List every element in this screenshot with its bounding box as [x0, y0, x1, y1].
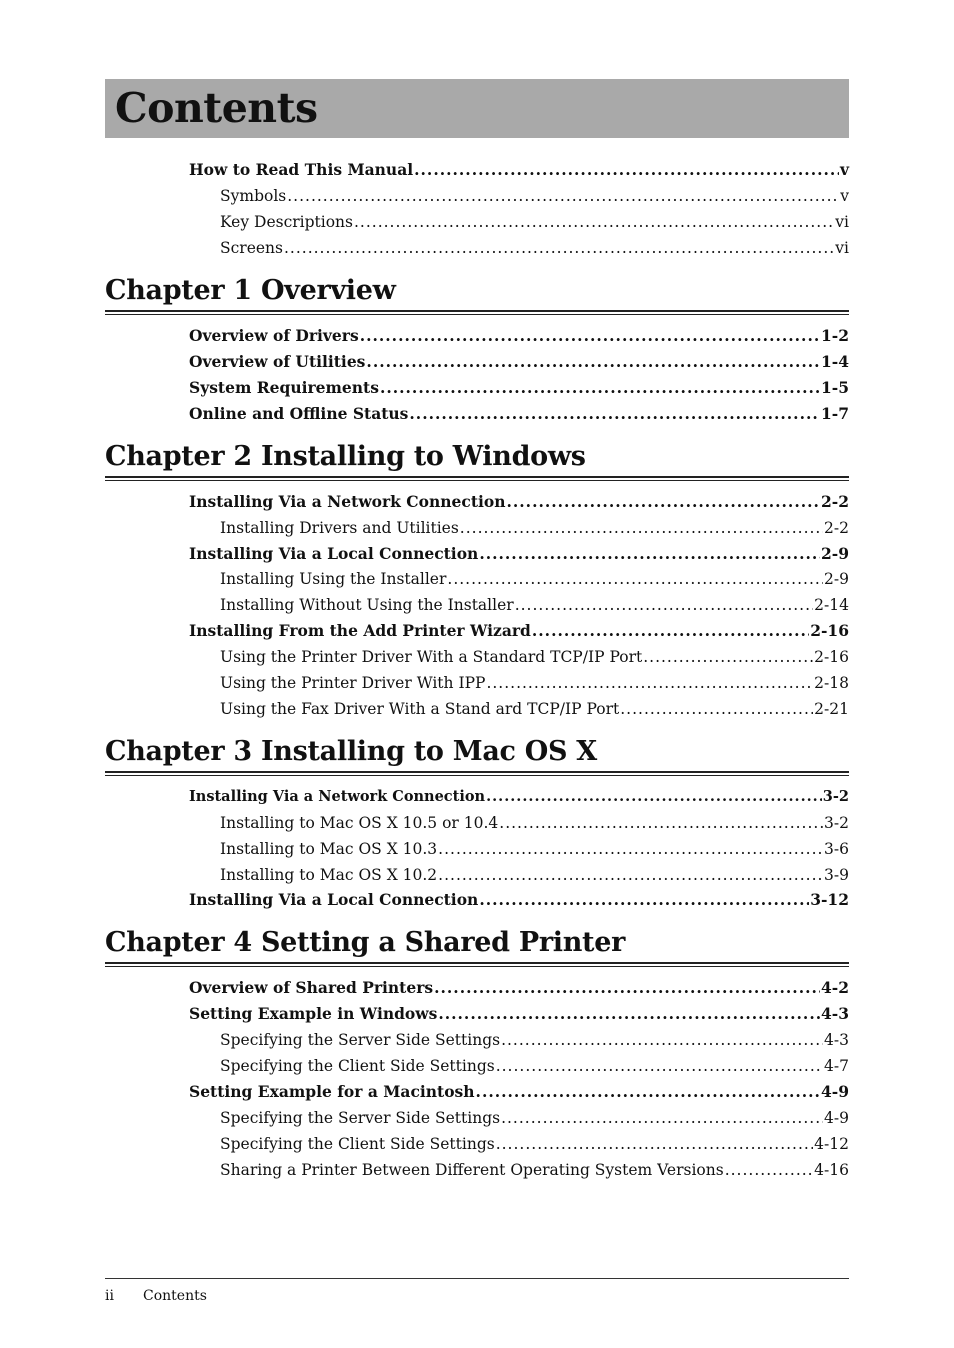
toc-dot-leader: [438, 864, 823, 886]
toc-entry-title: Using the Fax Driver With a Stand ard TCP/IP Port: [220, 700, 620, 718]
toc-entry-page: 3-9: [824, 866, 849, 884]
toc-entry-page: 4-3: [824, 1031, 849, 1049]
toc-entry-title: How to Read This Manual: [189, 160, 414, 179]
chapter-title: Chapter 1 Overview: [105, 275, 396, 306]
toc-dot-leader: [476, 1081, 820, 1103]
page-title: Contents: [115, 84, 318, 132]
toc-entry-title: Setting Example for a Macintosh: [189, 1082, 475, 1101]
toc-entry-title: Using the Printer Driver With a Standard TCP/IP Port: [220, 648, 643, 666]
chapter-heading: [105, 274, 849, 315]
chapter-rule: [105, 966, 849, 967]
toc-dot-leader: [643, 646, 813, 668]
toc-entry[interactable]: [189, 620, 849, 642]
toc-dot-leader: [496, 1055, 823, 1077]
toc-entry[interactable]: [220, 672, 849, 694]
toc-entry[interactable]: [220, 812, 849, 834]
toc-entry-page: 2-2: [824, 519, 849, 537]
toc-entry-page: 4-9: [820, 1082, 849, 1101]
toc-entry-title: Key Descriptions: [220, 213, 353, 231]
toc-entry[interactable]: [220, 1107, 849, 1129]
toc-entry-title: System Requirements: [189, 378, 379, 397]
chapter-rule: [105, 775, 849, 776]
toc-dot-leader: [499, 812, 823, 834]
toc-entry[interactable]: [189, 1003, 849, 1025]
toc-entry-title: Installing Drivers and Utilities: [220, 519, 459, 537]
toc-dot-leader: [414, 159, 839, 181]
toc-entry-title: Installing Via a Network Connection: [189, 492, 506, 511]
toc-entry-title: Overview of Utilities: [189, 352, 366, 371]
chapter-rule: [105, 962, 849, 964]
toc-dot-leader: [501, 1029, 823, 1051]
toc-entry-title: Sharing a Printer Between Different Operating System Versions: [220, 1161, 724, 1179]
toc-entry[interactable]: [220, 646, 849, 668]
toc-entry[interactable]: [189, 325, 849, 347]
toc-entry[interactable]: [220, 864, 849, 886]
toc-dot-leader: [501, 1107, 823, 1129]
toc-entry-title: Installing to Mac OS X 10.5 or 10.4: [220, 814, 499, 832]
toc-entry[interactable]: [220, 838, 849, 860]
toc-entry-page: 2-2: [820, 492, 849, 511]
toc-dot-leader: [354, 211, 834, 233]
toc-entry-page: v: [839, 160, 849, 179]
toc-entry-page: 4-7: [824, 1057, 849, 1075]
chapter-rule: [105, 476, 849, 478]
toc-dot-leader: [506, 491, 820, 513]
toc-entry-title: Installing to Mac OS X 10.3: [220, 840, 438, 858]
toc-entry-page: 2-16: [814, 648, 849, 666]
toc-entry[interactable]: [220, 185, 849, 207]
toc-dot-leader: [360, 325, 820, 347]
toc-dot-leader: [460, 517, 823, 539]
toc-entry[interactable]: [220, 568, 849, 590]
toc-entry-title: Specifying the Client Side Settings: [220, 1057, 495, 1075]
footer-label: Contents: [143, 1288, 207, 1304]
chapter-heading: [105, 926, 849, 967]
contents-banner: [105, 79, 849, 138]
toc-entry-page: 3-12: [810, 890, 849, 909]
toc-dot-leader: [486, 786, 822, 808]
toc-entry-page: 1-7: [820, 404, 849, 423]
toc-entry-page: v: [840, 187, 849, 205]
toc-entry-page: 1-4: [820, 352, 849, 371]
chapter-heading: [105, 735, 849, 776]
chapter-heading: [105, 440, 849, 481]
toc-entry-page: 2-18: [814, 674, 849, 692]
footer-rule: [105, 1278, 849, 1279]
toc-entry[interactable]: [189, 351, 849, 373]
toc-entry[interactable]: [220, 237, 849, 259]
toc-entry[interactable]: [220, 1133, 849, 1155]
toc-entry-page: 2-21: [814, 700, 849, 718]
chapter-rule: [105, 771, 849, 773]
toc-entry-title: Installing to Mac OS X 10.2: [220, 866, 438, 884]
toc-entry-page: 3-6: [824, 840, 849, 858]
toc-dot-leader: [438, 838, 823, 860]
toc-entry-title: Screens: [220, 239, 283, 257]
toc-dot-leader: [496, 1133, 813, 1155]
toc-dot-leader: [532, 620, 809, 642]
toc-dot-leader: [434, 977, 820, 999]
toc-entry-page: 2-16: [810, 621, 849, 640]
toc-entry-page: 3-2: [822, 788, 849, 805]
toc-dot-leader: [447, 568, 823, 590]
toc-entry[interactable]: [189, 889, 849, 911]
toc-entry-title: Specifying the Client Side Settings: [220, 1135, 495, 1153]
toc-dot-leader: [380, 377, 820, 399]
toc-entry[interactable]: [220, 211, 849, 233]
toc-entry-title: Using the Printer Driver With IPP: [220, 674, 486, 692]
toc-entry-page: 1-5: [820, 378, 849, 397]
toc-entry[interactable]: [189, 1081, 849, 1103]
toc-entry[interactable]: [189, 977, 849, 999]
toc-entry-title: Overview of Drivers: [189, 326, 359, 345]
toc-dot-leader: [479, 543, 820, 565]
chapter-rule: [105, 314, 849, 315]
toc-entry-title: Installing Via a Local Connection: [189, 544, 479, 563]
toc-entry[interactable]: [189, 543, 849, 565]
toc-dot-leader: [438, 1003, 820, 1025]
toc-entry-page: 4-16: [814, 1161, 849, 1179]
toc-entry-title: Specifying the Server Side Settings: [220, 1109, 501, 1127]
toc-dot-leader: [479, 889, 809, 911]
chapter-title: Chapter 3 Installing to Mac OS X: [105, 736, 597, 767]
toc-entry-title: Specifying the Server Side Settings: [220, 1031, 501, 1049]
page-footer: [105, 1287, 207, 1305]
toc-entry[interactable]: [189, 377, 849, 399]
toc-entry[interactable]: [220, 1159, 849, 1181]
toc-entry-title: Setting Example in Windows: [189, 1004, 438, 1023]
toc-entry-page: 4-3: [820, 1004, 849, 1023]
toc-entry[interactable]: [220, 1029, 849, 1051]
toc-dot-leader: [620, 698, 813, 720]
toc-entry-page: 4-2: [820, 978, 849, 997]
toc-dot-leader: [287, 185, 839, 207]
toc-dot-leader: [515, 594, 813, 616]
toc-dot-leader: [366, 351, 820, 373]
toc-entry-title: Symbols: [220, 187, 287, 205]
toc-entry-page: 1-2: [820, 326, 849, 345]
toc-entry[interactable]: [189, 403, 849, 425]
toc-dot-leader: [409, 403, 820, 425]
toc-entry[interactable]: [189, 491, 849, 513]
toc-entry-page: vi: [835, 213, 849, 231]
footer-page-number: ii: [105, 1288, 114, 1304]
toc-entry-title: Installing Using the Installer: [220, 570, 447, 588]
chapter-title: Chapter 4 Setting a Shared Printer: [105, 927, 626, 958]
toc-dot-leader: [284, 237, 834, 259]
toc-entry[interactable]: [220, 517, 849, 539]
toc-entry-page: 2-9: [824, 570, 849, 588]
toc-entry-page: 2-14: [814, 596, 849, 614]
toc-entry-page: vi: [835, 239, 849, 257]
toc-dot-leader: [725, 1159, 813, 1181]
toc-entry-title: Installing Via a Local Connection: [189, 890, 479, 909]
toc-dot-leader: [486, 672, 813, 694]
toc-entry-page: 4-9: [824, 1109, 849, 1127]
toc-entry-title: Installing Via a Network Connection: [189, 788, 486, 805]
toc-entry-title: Overview of Shared Printers: [189, 978, 434, 997]
chapter-rule: [105, 480, 849, 481]
toc-entry[interactable]: [189, 786, 849, 808]
toc-entry[interactable]: [220, 594, 849, 616]
toc-entry[interactable]: [220, 1055, 849, 1077]
toc-entry[interactable]: [220, 698, 849, 720]
chapter-rule: [105, 310, 849, 312]
toc-entry-page: 3-2: [824, 814, 849, 832]
toc-entry-page: 4-12: [814, 1135, 849, 1153]
toc-entry-title: Installing From the Add Printer Wizard: [189, 621, 531, 640]
chapter-title: Chapter 2 Installing to Windows: [105, 441, 586, 472]
toc-entry-title: Installing Without Using the Installer: [220, 596, 514, 614]
toc-entry[interactable]: [189, 159, 849, 181]
toc-entry-page: 2-9: [820, 544, 849, 563]
toc-entry-title: Online and Offline Status: [189, 404, 409, 423]
